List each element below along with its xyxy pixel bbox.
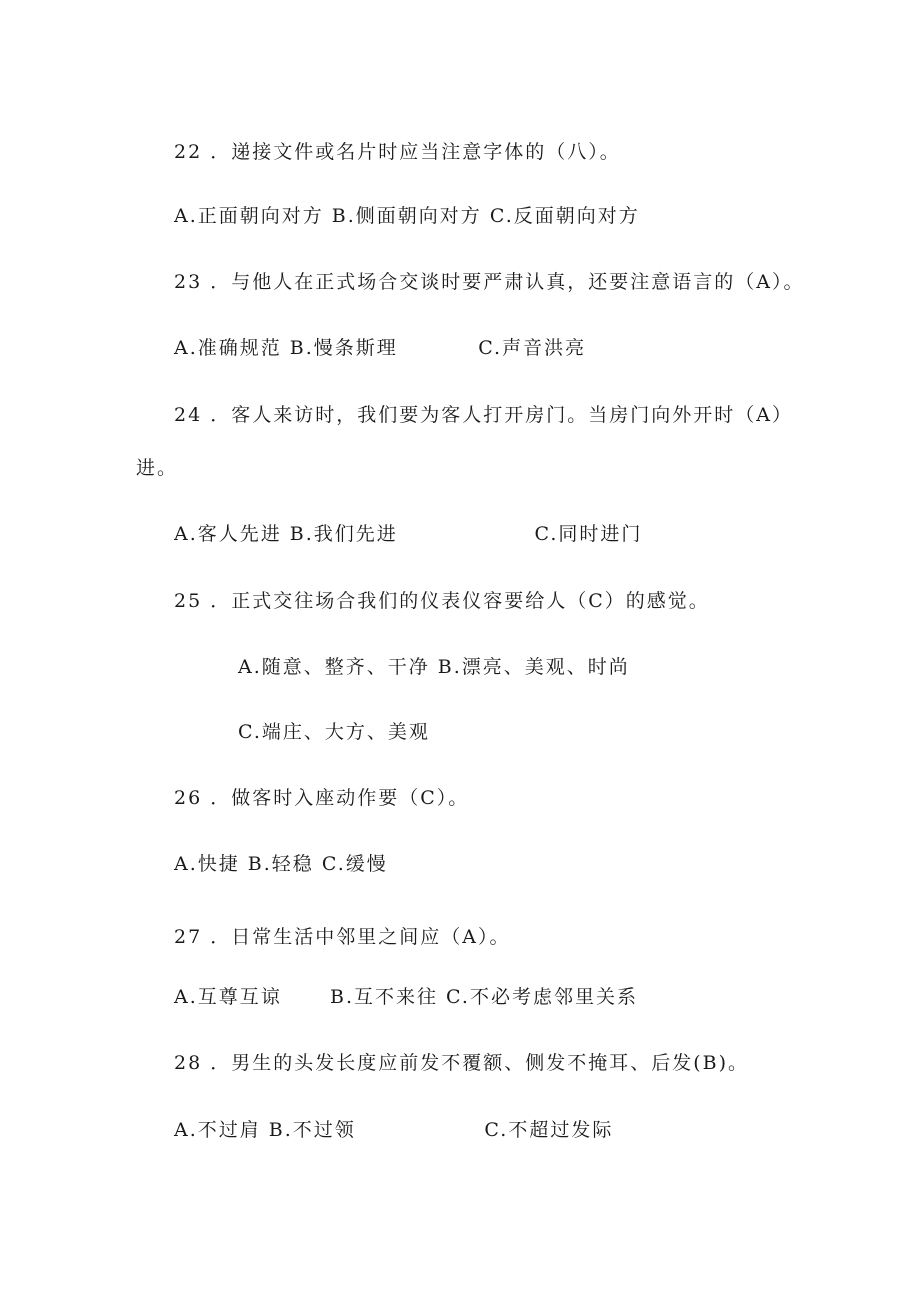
- question-26-options: A.快捷 B.轻稳 C.缓慢: [174, 853, 388, 875]
- question-23-stem: 23 ．与他人在正式场合交谈时要严肃认真，还要注意语言的（A）。: [174, 271, 805, 293]
- question-23-options: A.准确规范 B.慢条斯理 C.声音洪亮: [174, 337, 587, 359]
- question-22-stem: 22 ．递接文件或名片时应当注意字体的（八）。: [174, 141, 621, 163]
- question-25-options-line-1: A.随意、整齐、干净 B.漂亮、美观、时尚: [238, 656, 630, 678]
- question-28-options: A.不过肩 B.不过领 C.不超过发际: [174, 1119, 614, 1141]
- question-27-stem: 27 ．日常生活中邻里之间应（A）。: [174, 926, 511, 948]
- question-22-options: A.正面朝向对方 B.侧面朝向对方 C.反面朝向对方: [174, 205, 640, 227]
- question-25-stem: 25 ．正式交往场合我们的仪表仪容要给人（C）的感觉。: [174, 590, 710, 612]
- question-24-options: A.客人先进 B.我们先进 C.同时进门: [174, 523, 643, 545]
- question-24-stem-continuation: 进。: [136, 457, 179, 479]
- question-24-stem: 24 ．客人来访时，我们要为客人打开房门。当房门向外开时（A）: [174, 404, 793, 426]
- question-28-stem: 28 ．男生的头发长度应前发不覆额、侧发不掩耳、后发(B)。: [174, 1052, 750, 1074]
- question-27-options: A.互尊互谅 B.互不来往 C.不必考虑邻里关系: [174, 986, 638, 1008]
- question-26-stem: 26 ．做客时入座动作要（C）。: [174, 787, 470, 809]
- question-25-options-line-2: C.端庄、大方、美观: [238, 721, 430, 743]
